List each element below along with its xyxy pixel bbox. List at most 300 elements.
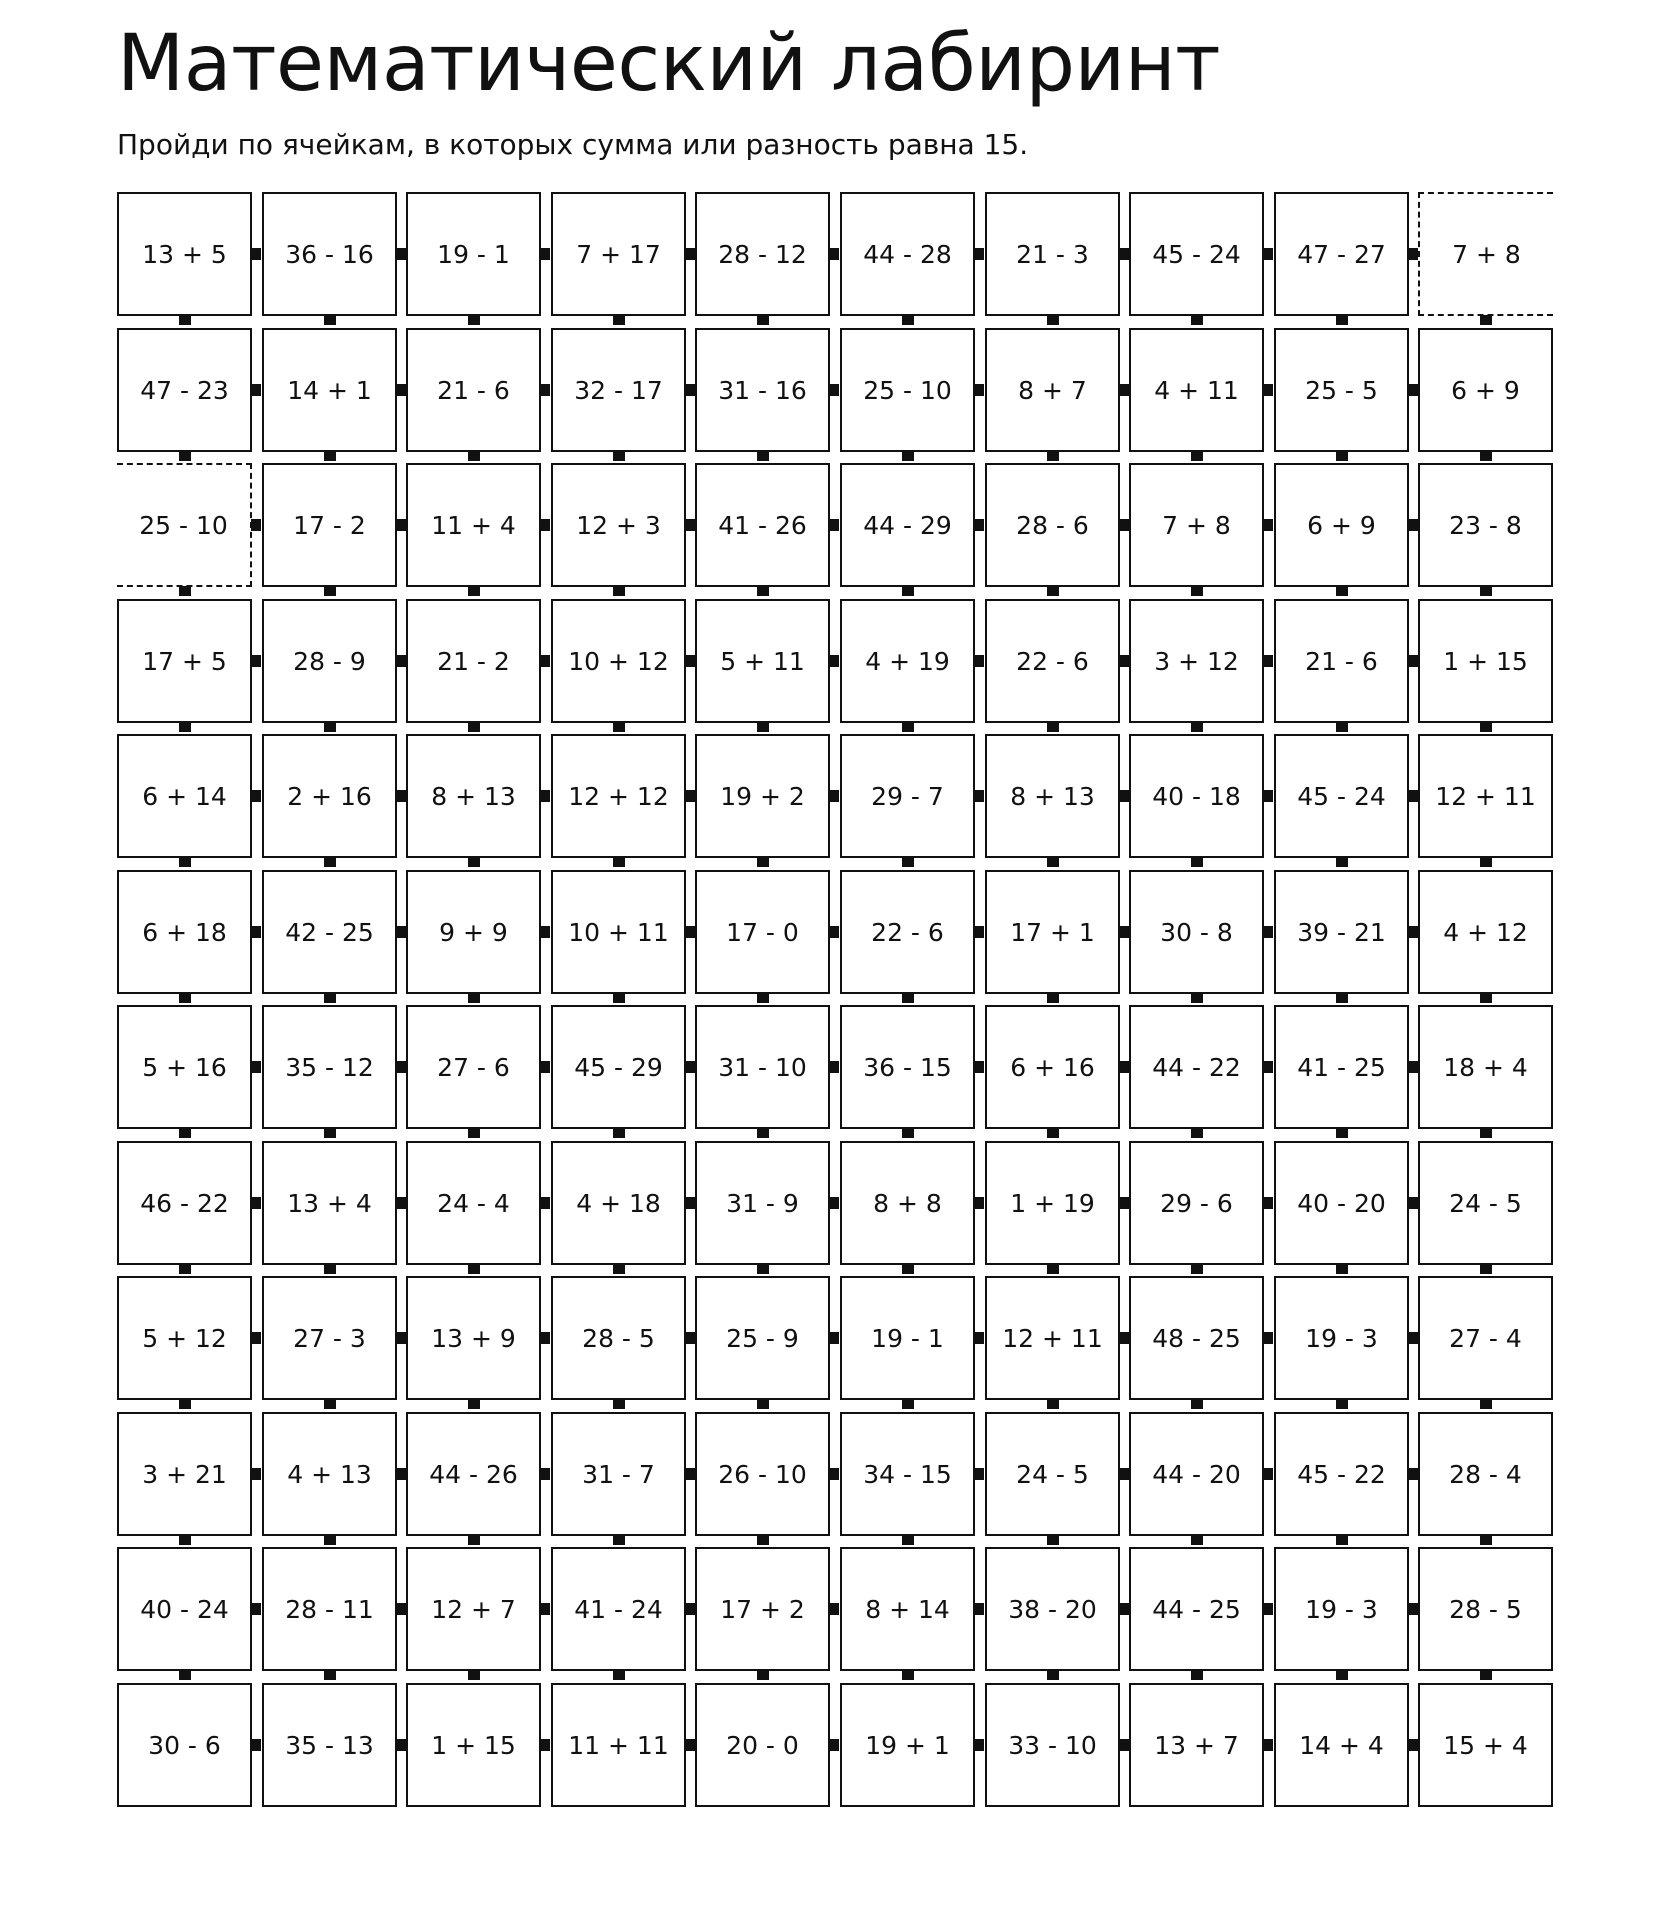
maze-connector (1408, 384, 1418, 396)
maze-connector (396, 248, 406, 260)
maze-connector (685, 248, 695, 260)
maze-cell[interactable]: 25 - 9 (695, 1276, 830, 1400)
maze-cell[interactable]: 5 + 16 (117, 1005, 252, 1129)
maze-connector (902, 315, 914, 325)
maze-connector (1480, 315, 1492, 325)
maze-connector (1119, 655, 1129, 667)
maze-cell[interactable]: 30 - 6 (117, 1683, 252, 1807)
maze-cell[interactable]: 25 - 10 (840, 328, 975, 452)
maze-cell[interactable]: 17 - 2 (262, 463, 397, 587)
maze-connector (1191, 1535, 1203, 1545)
maze-cell[interactable]: 19 - 1 (406, 192, 541, 316)
maze-connector (1480, 1128, 1492, 1138)
maze-connector (1047, 1264, 1059, 1274)
maze-connector (251, 1739, 261, 1751)
maze-connector (829, 384, 839, 396)
maze-connector (396, 1739, 406, 1751)
maze-connector (829, 1332, 839, 1344)
maze-cell[interactable]: 31 - 10 (695, 1005, 830, 1129)
maze-connector (1047, 857, 1059, 867)
maze-cell[interactable]: 1 + 19 (985, 1141, 1120, 1265)
maze-connector (179, 586, 191, 596)
maze-connector (1047, 722, 1059, 732)
maze-cell[interactable]: 8 + 14 (840, 1547, 975, 1671)
maze-connector (540, 384, 550, 396)
maze-connector (902, 586, 914, 596)
maze-cell[interactable]: 13 + 5 (117, 192, 252, 316)
maze-cell[interactable]: 4 + 19 (840, 599, 975, 723)
maze-cell[interactable]: 28 - 11 (262, 1547, 397, 1671)
maze-connector (829, 790, 839, 802)
maze-cell[interactable]: 6 + 14 (117, 734, 252, 858)
maze-connector (1408, 926, 1418, 938)
maze-connector (324, 1264, 336, 1274)
maze-cell[interactable]: 44 - 26 (406, 1412, 541, 1536)
maze-cell[interactable]: 28 - 4 (1418, 1412, 1553, 1536)
maze-cell[interactable]: 26 - 10 (695, 1412, 830, 1536)
maze-connector (613, 857, 625, 867)
maze-connector (540, 926, 550, 938)
maze-cell[interactable]: 20 - 0 (695, 1683, 830, 1807)
maze-cell[interactable]: 29 - 6 (1129, 1141, 1264, 1265)
maze-cell[interactable]: 6 + 9 (1274, 463, 1409, 587)
maze-cell[interactable]: 12 + 3 (551, 463, 686, 587)
maze-cell[interactable]: 39 - 21 (1274, 870, 1409, 994)
maze-connector (613, 315, 625, 325)
maze-cell[interactable]: 46 - 22 (117, 1141, 252, 1265)
maze-connector (974, 1603, 984, 1615)
maze-connector (757, 1264, 769, 1274)
maze-cell[interactable]: 40 - 24 (117, 1547, 252, 1671)
maze-connector (757, 1670, 769, 1680)
maze-connector (540, 655, 550, 667)
maze-connector (613, 993, 625, 1003)
maze-connector (1336, 722, 1348, 732)
maze-cell[interactable]: 44 - 29 (840, 463, 975, 587)
maze-connector (1263, 655, 1273, 667)
maze-connector (613, 586, 625, 596)
maze-cell[interactable]: 24 - 4 (406, 1141, 541, 1265)
maze-connector (1263, 248, 1273, 260)
maze-cell[interactable]: 5 + 11 (695, 599, 830, 723)
maze-connector (1119, 1468, 1129, 1480)
maze-cell[interactable]: 7 + 17 (551, 192, 686, 316)
maze-cell[interactable]: 40 - 20 (1274, 1141, 1409, 1265)
maze-connector (902, 1399, 914, 1409)
maze-connector (974, 1332, 984, 1344)
maze-connector (1263, 1603, 1273, 1615)
maze-connector (613, 1535, 625, 1545)
maze-connector (251, 384, 261, 396)
maze-connector (829, 1468, 839, 1480)
maze-connector (829, 1603, 839, 1615)
maze-cell[interactable]: 28 - 9 (262, 599, 397, 723)
maze-connector (324, 722, 336, 732)
maze-connector (251, 248, 261, 260)
maze-connector (685, 1061, 695, 1073)
maze-connector (1480, 722, 1492, 732)
maze-connector (1047, 1535, 1059, 1545)
maze-connector (251, 1061, 261, 1073)
maze-connector (1336, 1535, 1348, 1545)
maze-connector (1336, 586, 1348, 596)
maze-connector (974, 1197, 984, 1209)
maze-connector (251, 1603, 261, 1615)
maze-cell[interactable]: 35 - 12 (262, 1005, 397, 1129)
maze-connector (179, 1399, 191, 1409)
maze-connector (1119, 1197, 1129, 1209)
maze-connector (685, 1197, 695, 1209)
maze-cell[interactable]: 41 - 26 (695, 463, 830, 587)
maze-cell[interactable]: 6 + 18 (117, 870, 252, 994)
maze-cell-finish[interactable]: 7 + 8 (1418, 192, 1553, 316)
maze-connector (902, 1264, 914, 1274)
maze-connector (1336, 1670, 1348, 1680)
maze-cell[interactable]: 24 - 5 (1418, 1141, 1553, 1265)
maze-connector (1480, 857, 1492, 867)
maze-connector (1263, 1332, 1273, 1344)
maze-connector (540, 790, 550, 802)
maze-connector (1336, 1128, 1348, 1138)
maze-connector (1119, 926, 1129, 938)
maze-cell[interactable]: 35 - 13 (262, 1683, 397, 1807)
maze-connector (540, 519, 550, 531)
maze-cell[interactable]: 11 + 4 (406, 463, 541, 587)
maze-connector (757, 586, 769, 596)
maze-connector (829, 926, 839, 938)
maze-cell[interactable]: 17 - 0 (695, 870, 830, 994)
maze-connector (902, 1670, 914, 1680)
maze-cell[interactable]: 47 - 27 (1274, 192, 1409, 316)
maze-connector (1119, 1739, 1129, 1751)
maze-cell[interactable]: 23 - 8 (1418, 463, 1553, 587)
maze-cell[interactable]: 4 + 11 (1129, 328, 1264, 452)
maze-cell[interactable]: 22 - 6 (840, 870, 975, 994)
maze-connector (1047, 993, 1059, 1003)
maze-cell[interactable]: 31 - 7 (551, 1412, 686, 1536)
maze-connector (324, 1670, 336, 1680)
maze-cell[interactable]: 19 + 1 (840, 1683, 975, 1807)
maze-connector (757, 1128, 769, 1138)
maze-connector (1480, 993, 1492, 1003)
maze-connector (1263, 1739, 1273, 1751)
maze-cell[interactable]: 10 + 11 (551, 870, 686, 994)
maze-connector (974, 655, 984, 667)
maze-connector (1047, 1399, 1059, 1409)
maze-connector (685, 790, 695, 802)
maze-cell[interactable]: 10 + 12 (551, 599, 686, 723)
maze-connector (324, 315, 336, 325)
maze-connector (613, 451, 625, 461)
maze-cell[interactable]: 47 - 23 (117, 328, 252, 452)
page-title: Математический лабиринт (117, 19, 1221, 109)
maze-connector (1191, 1264, 1203, 1274)
maze-connector (685, 1739, 695, 1751)
maze-cell[interactable]: 21 - 2 (406, 599, 541, 723)
maze-cell[interactable]: 19 - 3 (1274, 1276, 1409, 1400)
maze-cell[interactable]: 44 - 25 (1129, 1547, 1264, 1671)
maze-connector (468, 1128, 480, 1138)
maze-connector (613, 722, 625, 732)
maze-cell[interactable]: 40 - 18 (1129, 734, 1264, 858)
maze-connector (685, 1468, 695, 1480)
maze-connector (1119, 384, 1129, 396)
maze-connector (1336, 993, 1348, 1003)
maze-connector (396, 1468, 406, 1480)
maze-cell[interactable]: 27 - 6 (406, 1005, 541, 1129)
maze-cell[interactable]: 45 - 24 (1274, 734, 1409, 858)
maze-cell[interactable]: 4 + 18 (551, 1141, 686, 1265)
maze-connector (1047, 586, 1059, 596)
maze-connector (1191, 1670, 1203, 1680)
maze-cell[interactable]: 15 + 4 (1418, 1683, 1553, 1807)
maze-connector (468, 586, 480, 596)
maze-connector (902, 993, 914, 1003)
maze-cell[interactable]: 1 + 15 (1418, 599, 1553, 723)
maze-cell[interactable]: 18 + 4 (1418, 1005, 1553, 1129)
maze-cell[interactable]: 5 + 12 (117, 1276, 252, 1400)
maze-connector (540, 1603, 550, 1615)
maze-cell[interactable]: 38 - 20 (985, 1547, 1120, 1671)
maze-connector (396, 655, 406, 667)
maze-cell-start[interactable]: 25 - 10 (117, 463, 252, 587)
maze-connector (1408, 1468, 1418, 1480)
maze-connector (1119, 1603, 1129, 1615)
maze-connector (540, 1468, 550, 1480)
maze-connector (1191, 451, 1203, 461)
maze-cell[interactable]: 42 - 25 (262, 870, 397, 994)
maze-cell[interactable]: 12 + 12 (551, 734, 686, 858)
maze-connector (1336, 1264, 1348, 1274)
maze-cell[interactable]: 13 + 4 (262, 1141, 397, 1265)
maze-connector (251, 1468, 261, 1480)
maze-cell[interactable]: 8 + 13 (406, 734, 541, 858)
maze-cell[interactable]: 13 + 9 (406, 1276, 541, 1400)
maze-cell[interactable]: 6 + 16 (985, 1005, 1120, 1129)
maze-cell[interactable]: 48 - 25 (1129, 1276, 1264, 1400)
maze-connector (829, 519, 839, 531)
maze-cell[interactable]: 12 + 11 (1418, 734, 1553, 858)
maze-connector (324, 1399, 336, 1409)
maze-cell[interactable]: 24 - 5 (985, 1412, 1120, 1536)
maze-cell[interactable]: 29 - 7 (840, 734, 975, 858)
maze-cell[interactable]: 41 - 24 (551, 1547, 686, 1671)
maze-cell[interactable]: 28 - 6 (985, 463, 1120, 587)
maze-cell[interactable]: 34 - 15 (840, 1412, 975, 1536)
maze-connector (324, 1535, 336, 1545)
maze-connector (1408, 1739, 1418, 1751)
maze-cell[interactable]: 14 + 1 (262, 328, 397, 452)
maze-connector (1119, 1061, 1129, 1073)
maze-connector (468, 451, 480, 461)
maze-connector (685, 926, 695, 938)
maze-connector (540, 248, 550, 260)
maze-cell[interactable]: 6 + 9 (1418, 328, 1553, 452)
maze-cell[interactable]: 4 + 12 (1418, 870, 1553, 994)
maze-cell[interactable]: 22 - 6 (985, 599, 1120, 723)
maze-connector (468, 1535, 480, 1545)
maze-cell[interactable]: 3 + 21 (117, 1412, 252, 1536)
maze-connector (757, 1535, 769, 1545)
maze-cell[interactable]: 17 + 1 (985, 870, 1120, 994)
maze-cell[interactable]: 19 + 2 (695, 734, 830, 858)
maze-connector (396, 384, 406, 396)
maze-cell[interactable]: 11 + 11 (551, 1683, 686, 1807)
maze-connector (251, 926, 261, 938)
maze-connector (974, 248, 984, 260)
maze-connector (829, 1197, 839, 1209)
maze-connector (1263, 1061, 1273, 1073)
maze-connector (1263, 790, 1273, 802)
maze-connector (1408, 519, 1418, 531)
maze-cell[interactable]: 44 - 20 (1129, 1412, 1264, 1536)
maze-connector (1191, 857, 1203, 867)
maze-connector (613, 1264, 625, 1274)
maze-connector (1263, 384, 1273, 396)
maze-connector (1336, 1399, 1348, 1409)
maze-connector (829, 248, 839, 260)
maze-connector (1047, 1128, 1059, 1138)
maze-connector (251, 1332, 261, 1344)
maze-connector (179, 1128, 191, 1138)
maze-cell[interactable]: 25 - 5 (1274, 328, 1409, 452)
maze-connector (974, 1061, 984, 1073)
maze-connector (1408, 1061, 1418, 1073)
maze-connector (179, 1535, 191, 1545)
maze-cell[interactable]: 45 - 22 (1274, 1412, 1409, 1536)
maze-connector (757, 857, 769, 867)
maze-connector (1119, 519, 1129, 531)
maze-cell[interactable]: 1 + 15 (406, 1683, 541, 1807)
maze-connector (1480, 1399, 1492, 1409)
maze-connector (396, 1061, 406, 1073)
maze-cell[interactable]: 13 + 7 (1129, 1683, 1264, 1807)
maze-cell[interactable]: 31 - 16 (695, 328, 830, 452)
maze-connector (1408, 1197, 1418, 1209)
maze-connector (1408, 248, 1418, 260)
maze-connector (540, 1332, 550, 1344)
maze-connector (1119, 790, 1129, 802)
maze-cell[interactable]: 36 - 16 (262, 192, 397, 316)
maze-cell[interactable]: 28 - 12 (695, 192, 830, 316)
maze-connector (179, 857, 191, 867)
maze-connector (396, 926, 406, 938)
maze-connector (685, 655, 695, 667)
maze-connector (1408, 790, 1418, 802)
maze-connector (251, 655, 261, 667)
maze-connector (251, 519, 261, 531)
maze-connector (974, 790, 984, 802)
maze-cell[interactable]: 19 - 3 (1274, 1547, 1409, 1671)
maze-connector (396, 1197, 406, 1209)
maze-cell[interactable]: 17 + 2 (695, 1547, 830, 1671)
maze-connector (1263, 1468, 1273, 1480)
maze-connector (396, 790, 406, 802)
maze-connector (396, 1603, 406, 1615)
maze-connector (902, 1535, 914, 1545)
maze-cell[interactable]: 2 + 16 (262, 734, 397, 858)
maze-cell[interactable]: 12 + 7 (406, 1547, 541, 1671)
maze-cell[interactable]: 36 - 15 (840, 1005, 975, 1129)
maze-connector (685, 1332, 695, 1344)
maze-cell[interactable]: 45 - 29 (551, 1005, 686, 1129)
maze-cell[interactable]: 30 - 8 (1129, 870, 1264, 994)
maze-cell[interactable]: 33 - 10 (985, 1683, 1120, 1807)
maze-cell[interactable]: 7 + 8 (1129, 463, 1264, 587)
maze-cell[interactable]: 21 - 3 (985, 192, 1120, 316)
maze-connector (829, 1739, 839, 1751)
maze-connector (829, 655, 839, 667)
maze-connector (396, 519, 406, 531)
maze-cell[interactable]: 32 - 17 (551, 328, 686, 452)
maze-cell[interactable]: 19 - 1 (840, 1276, 975, 1400)
maze-connector (324, 1128, 336, 1138)
maze-cell[interactable]: 3 + 12 (1129, 599, 1264, 723)
maze-cell[interactable]: 9 + 9 (406, 870, 541, 994)
maze-connector (902, 451, 914, 461)
maze-connector (179, 1264, 191, 1274)
maze-connector (1119, 1332, 1129, 1344)
maze-cell[interactable]: 27 - 4 (1418, 1276, 1553, 1400)
maze-connector (1336, 315, 1348, 325)
maze-connector (324, 857, 336, 867)
maze-cell[interactable]: 44 - 28 (840, 192, 975, 316)
maze-cell[interactable]: 41 - 25 (1274, 1005, 1409, 1129)
maze-connector (974, 1739, 984, 1751)
maze-cell[interactable]: 44 - 22 (1129, 1005, 1264, 1129)
maze-connector (1191, 1399, 1203, 1409)
maze-connector (685, 384, 695, 396)
maze-cell[interactable]: 8 + 7 (985, 328, 1120, 452)
maze-cell[interactable]: 21 - 6 (1274, 599, 1409, 723)
maze-cell[interactable]: 8 + 8 (840, 1141, 975, 1265)
maze-connector (902, 1128, 914, 1138)
maze-connector (251, 1197, 261, 1209)
maze-cell[interactable]: 28 - 5 (1418, 1547, 1553, 1671)
maze-cell[interactable]: 31 - 9 (695, 1141, 830, 1265)
maze-connector (468, 722, 480, 732)
maze-cell[interactable]: 14 + 4 (1274, 1683, 1409, 1807)
maze-connector (1191, 993, 1203, 1003)
maze-connector (829, 1061, 839, 1073)
maze-connector (1408, 1603, 1418, 1615)
maze-cell[interactable]: 17 + 5 (117, 599, 252, 723)
maze-connector (685, 1603, 695, 1615)
maze-connector (757, 993, 769, 1003)
maze-connector (468, 1264, 480, 1274)
maze-cell[interactable]: 28 - 5 (551, 1276, 686, 1400)
maze-connector (1480, 1264, 1492, 1274)
maze-connector (902, 857, 914, 867)
maze-connector (324, 451, 336, 461)
maze-cell[interactable]: 21 - 6 (406, 328, 541, 452)
maze-cell[interactable]: 45 - 24 (1129, 192, 1264, 316)
maze-connector (468, 315, 480, 325)
maze-connector (757, 451, 769, 461)
maze-connector (179, 993, 191, 1003)
maze-cell[interactable]: 8 + 13 (985, 734, 1120, 858)
maze-connector (1480, 451, 1492, 461)
maze-connector (468, 993, 480, 1003)
maze-connector (468, 857, 480, 867)
maze-connector (1191, 1128, 1203, 1138)
maze-connector (540, 1197, 550, 1209)
maze-cell[interactable]: 12 + 11 (985, 1276, 1120, 1400)
maze-connector (179, 1670, 191, 1680)
maze-cell[interactable]: 27 - 3 (262, 1276, 397, 1400)
maze-cell[interactable]: 4 + 13 (262, 1412, 397, 1536)
maze-connector (757, 722, 769, 732)
